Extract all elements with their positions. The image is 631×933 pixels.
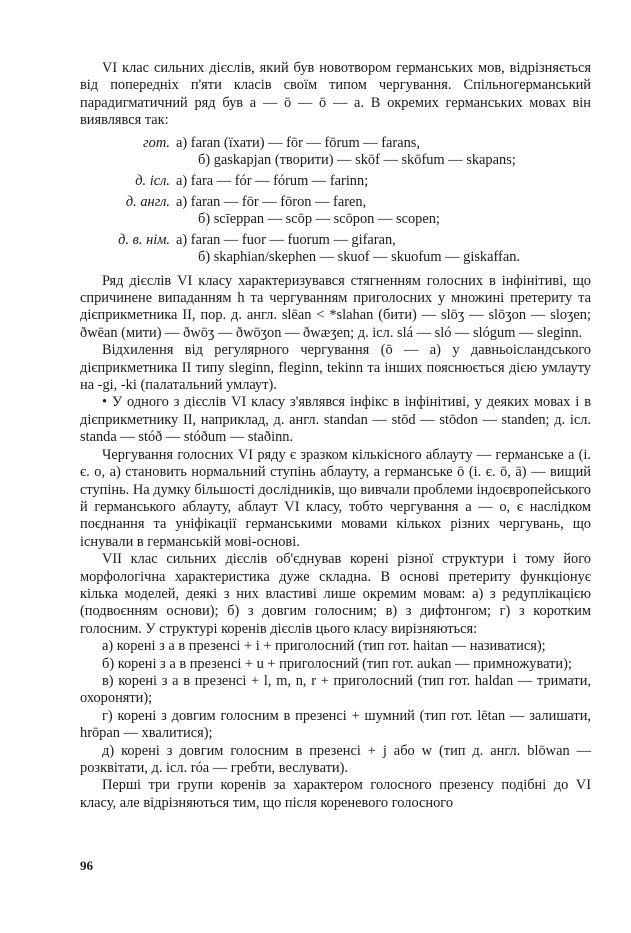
language-label: д. ісл.: [135, 172, 170, 189]
paradigm-row-old-high-german-a: [80, 232, 591, 249]
paradigm-forms: а) fara — fór — fórum — farinn;: [176, 172, 369, 189]
paradigm-row-old-icelandic: [80, 173, 591, 190]
paragraph-deviation: Відхилення від регулярного чергування (ō — а) у давньоісландського дієприкметника II типу sleginn, fleginn, tekinn та інших пояснюється дією умлауту на -gi, -ki (палатальний умлаут).: [80, 342, 591, 394]
list-item-d: г) корені з довгим голосним в презенсі + шумний (тип гот. lētan — залишати, hrōpan — хвалитися);: [80, 707, 591, 742]
paradigm-forms: б) gaskapjan (творити) — skōf — skōfum — skapans;: [198, 151, 516, 168]
paradigm-row-gothic-a: [80, 135, 591, 152]
paradigm-forms: а) faran — fuor — fuorum — gifaran,: [176, 231, 396, 248]
paradigm-table: [80, 135, 591, 266]
paragraph-final: Перші три групи коренів за характером голосного презенсу подібні до VI класу, але відрізняються тим, що після кореневого голосного: [80, 777, 591, 811]
paradigm-row-old-english-a: [80, 194, 591, 211]
paragraph-ablaut: Чергування голосних VI ряду є зразком кількісного аблауту — германське а (і. є. о, а) становить нормальний ступінь аблауту, а германське ō (і. є. ō, ā) — вищий ступінь. На думку більшості дослідників, що вивчали проблеми індоєвропейського й германського аблауту, аблаут VI класу, тобто чергування а — о, є наслідком поєднання та уніфікації германськими мовами кількох різних чергувань, що існували в германській мові-основі.: [80, 446, 591, 550]
paradigm-row-gothic-b: [80, 152, 591, 169]
language-label: д. в. нім.: [118, 231, 170, 248]
list-item-c: в) корені з а в презенсі + l, m, n, r + приголосний (тип гот. haldan — тримати, охороняти);: [80, 672, 591, 707]
paradigm-forms: а) faran — fōr — fōron — faren,: [176, 193, 367, 210]
language-label: гот.: [143, 134, 170, 151]
paragraph-infix: • У одного з дієслів VI класу з'являвся інфікс в інфінітиві, у деяких мовах і в дієприкметнику II, наприклад, д. англ. standan — stōd — stōdon — standen; д. ісл. standa — stóð — stóðum — staðinn.: [80, 394, 591, 446]
paragraph-class-vii: VII клас сильних дієслів об'єднував корені різної структури і тому його морфологічна характеристика дуже складна. В основі претериту функціонує кілька моделей, деякі з них властиві лише окремим мовам: а) з редуплікацією (подвоєнням основи); б) з довгим голосним; в) з дифтонгом; г) з коротким голосним. У структурі коренів дієслів цього класу вирізняються:: [80, 551, 591, 637]
paradigm-forms: а) faran (їхати) — fōr — fōrum — farans,: [176, 134, 420, 151]
list-item-e: д) корені з довгим голосним в презенсі + j або w (тип д. англ. blōwan — розквітати, д. ісл. róa — гребти, веслувати).: [80, 742, 591, 776]
paradigm-forms: б) skaphian/skephen — skuof — skuofum — giskaffan.: [198, 248, 521, 265]
list-item-b: б) корені з а в презенсі + u + приголосний (тип гот. aukan — примножувати);: [102, 655, 572, 672]
paragraph-intro: VI клас сильних дієслів, який був новотвором германських мов, відрізняється від попередніх п'яти класів своїм типом чергування. Спільногерманський парадигматичний ряд був а — ō — ō — а. В окремих германських мовах він виявлявся так:: [80, 60, 591, 129]
paradigm-row-old-english-b: [80, 211, 591, 228]
page-number: 96: [80, 858, 93, 873]
list-item-a: а) корені з а в презенсі + і + приголосний (тип гот. haitan — називатися);: [102, 638, 546, 655]
paragraph-contraction: Ряд дієслів VI класу характеризувався стягненням голосних в інфінітиві, що спричинене випаданням h та чергуванням приголосних у множині претериту та дієприкметника II, пор. д. англ. slēan < *slahan (бити) — slōʒ — slōʒon — sloʒen; ðwēan (мити) — ðwōʒ — ðwōʒon — ðwæʒen; д. ісл. slá — sló — slógum — sleginn.: [80, 272, 591, 341]
language-label: д. англ.: [125, 193, 170, 210]
paradigm-row-old-high-german-b: [80, 249, 591, 266]
paradigm-forms: б) scīeppan — scōp — scōpon — scopen;: [198, 210, 440, 227]
